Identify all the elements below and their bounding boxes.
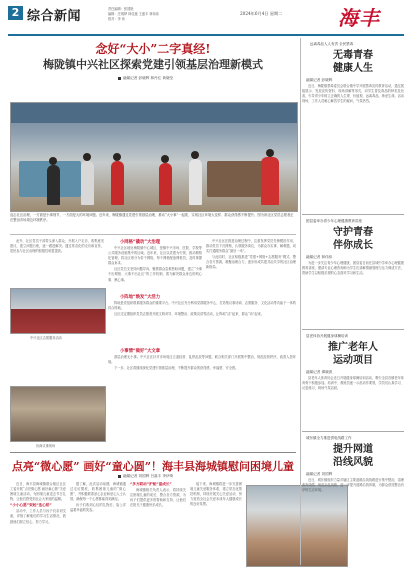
photo-person	[159, 163, 172, 205]
second-subhead-a: “小小心愿”架起“连心桥”	[10, 503, 52, 508]
brief-headline: 运动项目	[333, 355, 373, 366]
paragraph: 近日，梅陇镇禁毒委员会联合镇中学开展禁毒宣传教育活动，通过展板展示、发放宣传资料、现场讲解等形式，向学生普及毒品的种类及危害，引导青少年树立正确的人生观、价值观，远离毒品，珍爱生命。活动现场，工作人员耐心解答学生的疑问，气氛热烈。	[302, 84, 404, 104]
header-rule	[8, 34, 404, 36]
photo-caption-2: 中兴社区志愿服务活动	[30, 336, 62, 340]
brief-kicker: 团县委举办青少年心理健康教育讲座	[306, 219, 362, 223]
brief-body	[302, 478, 404, 564]
photo-person-head	[191, 151, 199, 159]
lead-body-3	[108, 301, 296, 345]
brief-kicker: 县老体协开展健身球操培训	[306, 334, 348, 338]
brief-headline: 守护青春	[333, 227, 373, 238]
paragraph: 下一步，社区将继续深化党建引领基层治理，不断提升群众的获得感、幸福感、安全感。	[114, 366, 239, 371]
second-col-2	[70, 482, 126, 564]
issue-date: 2024年6月4日 星期二	[240, 11, 283, 16]
photo-person	[81, 161, 94, 205]
masthead-logo: 海丰	[338, 6, 380, 30]
photo-person	[261, 157, 279, 205]
paragraph: 海城镇相关负责人表示，将持续关注困境儿童的成长，整合各方资源，为孩子们提供更多的帮助和支持，让他们在阳光下健康快乐成长。	[130, 488, 186, 508]
photo-person-head	[113, 153, 121, 161]
right-column	[302, 38, 404, 565]
lead-byline	[118, 76, 173, 81]
lead-body-4	[108, 355, 296, 449]
lead-body-1	[108, 246, 202, 286]
volunteer-group-photo	[10, 288, 106, 334]
paragraph: 社区还定期组织党员志愿者开展文明劝导、环境整治、政策宣讲等活动，让阵地“活”起来、群众“动”起来。	[114, 312, 264, 317]
lead-headline-line-1: 念好“大小”二字真经!	[95, 42, 211, 56]
divider	[10, 452, 296, 453]
subhead-2: 小阵地“焕发”大活力	[120, 295, 161, 300]
divider	[302, 329, 404, 330]
brief-body	[302, 261, 404, 327]
paragraph: 近日，城东镇组织力量对辖区主要道路沿线线路进行集中整治，清理废弃线缆、规范杂乱线路，进一步提升道路沿线风貌，为群众营造整洁有序的生活环境。	[302, 478, 404, 493]
divider	[302, 214, 404, 215]
subhead-1: 小网格“撬动”大治理	[120, 240, 161, 245]
photo-person-head	[266, 149, 274, 157]
second-col-4	[190, 482, 242, 564]
lead-byline-text: 融媒记者 彭晓辉 林丹红 黄晓莹	[123, 76, 174, 80]
second-byline	[118, 474, 173, 479]
second-byline-text: 融媒记者 刘国辉 吕嘉丰 李伊琦	[123, 474, 174, 478]
paragraph: 此外，社区党员干部带头深入群众，开展入户走访，收集意见建议，建立问题台账，逐一跟进解决。通过常态化的走访和宣传，居民参与社区治理的积极性明显提高。	[10, 239, 104, 254]
paragraph: 活动中，工作人员与孩子们亲切交流，详细了解他们的学习生活情况，鼓励他们树立信心、努力学习。	[10, 509, 66, 524]
second-col-3	[130, 482, 186, 564]
bullet-icon	[118, 475, 121, 478]
brief-headline: 无毒青春	[333, 50, 373, 61]
paragraph: 社区党总支坚持问题导向，聚焦群众急难愁盼问题，建立“小事不出网格、大事不出社区”的工作机制，着力解决群众身边的烦心事、揪心事。	[108, 267, 202, 282]
photo-caption-3: 协商议事现场	[36, 444, 56, 448]
brief-byline: 融媒记者 刘国辉	[306, 472, 333, 476]
subhead-3: 小事情“做好”大文章	[120, 349, 161, 354]
brief-byline: 融媒记者 谭晓波	[306, 370, 333, 374]
divider	[10, 234, 296, 235]
page-number: 2	[8, 6, 23, 20]
paragraph: 中兴社区地处梅陇镇中心城区，是镇中兴市场、医院、学校等公共服务设施集中的区域。近年来，社区以党建为引领，推动网格化管理，将社区划分为若干网格，每个网格配备网格员，及时掌握群众诉求。	[108, 246, 202, 266]
editor-line: 编辑：庄炳烨 林佳旋 王盛丰 林伟伟	[108, 12, 159, 16]
photo-person-head	[161, 155, 169, 163]
photo-person	[111, 161, 124, 205]
divider	[302, 431, 404, 432]
lead-body-right	[206, 239, 296, 291]
brief-headline: 推广老年人	[328, 342, 378, 353]
photo-person-head	[83, 153, 91, 161]
paragraph: 县老年人体育协会近日开展健身球操培训活动，吸引全县各镇老年体育骨干积极参加。培训中，教练员逐一示范动作要领，学员们认真学习、反复练习，现场气氛活跃。	[302, 376, 404, 391]
photo-awning	[11, 103, 297, 123]
brief-headline: 沿线风貌	[333, 457, 373, 468]
photo-person	[189, 159, 202, 205]
paragraph: 为进一步关注青少年心理健康，团县委日前在县城中学举办心理健康教育讲座，邀请专业心理咨询师为学生们讲解情绪管理与压力调适方法，帮助学生以积极乐观的心态面对学习和生活。	[302, 261, 404, 276]
paragraph: 基层治理无小事。中兴社区针对市场周边占道经营、乱停乱放等问题，联合相关部门开展集中整治，规范经营秩序，改善人居环境。	[108, 355, 296, 365]
paragraph: 近日，海丰县海城镇联合辖区社区工委开展“点亮微心愿 画好童心圆”关爱困境儿童活动，为困境儿童送去节日礼物，让他们感受到社会大家庭的温暖。	[10, 482, 66, 502]
brief-byline: 融媒记者 林伟伟	[306, 255, 333, 259]
lead-body-left	[10, 239, 104, 285]
second-subhead-b: “多方联动”护航“童成长”	[130, 482, 172, 486]
bullet-icon	[118, 77, 121, 80]
brief-kicker: 城东镇全力推进供电线路工作	[306, 436, 352, 440]
section-title: 综合新闻	[27, 9, 82, 24]
column-divider	[300, 38, 301, 565]
second-headline: 点亮“微心愿” 画好“童心圆”！海丰县海城镇慰问困境儿童	[11, 460, 295, 473]
brief-headline: 伴你成长	[333, 240, 373, 251]
lead-headline-line-2: 梅陇镇中兴社区探索党建引领基层治理新模式	[43, 58, 263, 71]
second-col-1	[10, 482, 66, 564]
paragraph: 接下来，海城镇将进一步完善困境儿童关爱服务体系，建立常态化帮扶机制，持续开展关心关爱活动，努力营造全社会关爱未成年人健康成长的良好氛围。	[190, 482, 242, 507]
brief-body	[302, 376, 404, 428]
paragraph: 据了解，此次活动前期，海城镇通过走访摸底，收集困境儿童的“微心愿”，并积极联系爱心企业和爱心人士认领，确保每一个心愿都能得到满足。	[70, 482, 126, 502]
brief-headline: 提升网道	[333, 444, 373, 455]
brief-body	[302, 84, 404, 212]
page-header	[8, 5, 404, 35]
lead-photo-caption: 直击社区治理，一方面是小事细节，一方面是大的环境问题。近年来，梅陇镇通过党建引领基层治理，推动“大小事”一起抓，实现社区环境大变样、群众获得感不断提升。图为该社区党员志愿者正在整治市场周边环境秩序。	[10, 213, 294, 222]
paragraph: 与此同时，社区积极推进“党建+网格+志愿服务”模式，整合各方资源，凝聚治理合力，逐步形成共建共治共享的社区治理新格局。	[206, 255, 296, 270]
brief-kicker: 远离毒品人人有责 全民禁毒	[310, 42, 354, 46]
photo-person-head	[49, 157, 57, 165]
paragraph: 阵地是党组织联系服务群众的重要平台。中兴社区充分利用党群服务中心，打造集议事协商、志愿服务、文化活动等功能于一体的综合阵地。	[108, 301, 296, 311]
editor-line: 责任编辑：张国艳	[108, 7, 134, 11]
editor-line: 校对：李 伟	[108, 17, 125, 21]
photo-person	[47, 165, 60, 205]
meeting-photo	[10, 386, 106, 442]
editors-block	[108, 7, 159, 22]
lead-photo-market	[10, 102, 298, 212]
brief-byline: 融媒记者 彭晓辉	[306, 78, 333, 82]
paragraph: 中兴社区在推进治理过程中，注重发挥党员先锋模范作用，推动党员下沉网格，认领服务岗位，为群众办实事、解难题，切实打通服务群众“最后一米”。	[206, 239, 296, 254]
paragraph: 孩子们收到心仪的礼物后，脸上洋溢着幸福的笑容。	[70, 503, 126, 513]
brief-headline: 健康人生	[333, 63, 373, 74]
